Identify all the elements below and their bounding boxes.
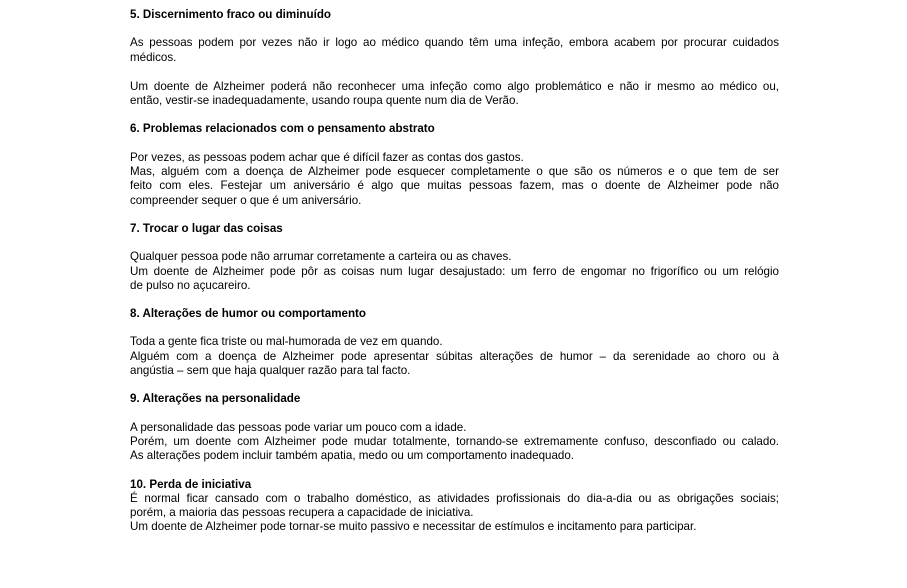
text-line: angústia – sem que haja qualquer razão para tal facto. — [130, 364, 411, 378]
paragraph — [130, 250, 779, 293]
text-line: É normal ficar cansado com o trabalho doméstico, as atividades profissionais do dia-a-dia ou as obrigações sociais; — [130, 491, 779, 505]
paragraph — [130, 492, 779, 535]
text-line: porém, a maioria das pessoas recupera a capacidade de iniciativa. — [130, 506, 474, 520]
paragraph — [130, 421, 779, 464]
text-line: de pulso no açucareiro. — [130, 278, 251, 292]
text-line: Toda a gente fica triste ou mal-humorada de vez em quando. — [130, 335, 443, 349]
text-line: Um doente de Alzheimer pode tornar-se muito passivo e necessitar de estímulos e incitamento para participar. — [130, 520, 697, 534]
section-5 — [130, 8, 779, 108]
section-8 — [130, 307, 779, 378]
paragraph — [130, 80, 779, 109]
paragraph — [130, 151, 779, 208]
text-line: então, vestir-se inadequadamente, usando roupa quente num dia de Verão. — [130, 94, 519, 108]
section-7 — [130, 222, 779, 293]
text-line: Mas, alguém com a doença de Alzheimer pode esquecer completamente o que são os números e o que tem de ser — [130, 165, 779, 179]
section-9 — [130, 392, 779, 463]
section-heading: 5. Discernimento fraco ou diminuído — [130, 8, 331, 21]
text-line: As alterações podem incluir também apatia, medo ou um comportamento inadequado. — [130, 449, 575, 463]
document-page — [130, 8, 779, 535]
text-line: Por vezes, as pessoas podem achar que é difícil fazer as contas dos gastos. — [130, 150, 524, 164]
paragraph — [130, 36, 779, 65]
text-line: Porém, um doente com Alzheimer pode mudar totalmente, tornando-se extremamente confuso, desconfiado ou calado. — [130, 434, 779, 448]
text-line: Alguém com a doença de Alzheimer pode apresentar súbitas alterações de humor – da serenidade ao choro ou à — [130, 349, 779, 363]
section-heading: 8. Alterações de humor ou comportamento — [130, 307, 366, 321]
text-line: Um doente de Alzheimer pode pôr as coisas num lugar desajustado: um ferro de engomar no frigorífico ou um relógio — [130, 264, 779, 278]
text-line: médicos. — [130, 50, 177, 64]
paragraph — [130, 335, 779, 378]
text-line: As pessoas podem por vezes não ir logo ao médico quando têm uma infeção, embora acabem por procurar cuidados — [130, 36, 779, 50]
section-heading: 7. Trocar o lugar das coisas — [130, 221, 283, 235]
section-heading: 10. Perda de iniciativa — [130, 477, 252, 491]
section-heading: 6. Problemas relacionados com o pensamento abstrato — [130, 122, 435, 136]
text-line: Qualquer pessoa pode não arrumar corretamente a carteira ou as chaves. — [130, 250, 512, 264]
section-10 — [130, 478, 779, 535]
text-line: feito com eles. Festejar um aniversário é algo que muitas pessoas fazem, mas o doente de Alzheimer pode não — [130, 179, 779, 193]
text-line: A personalidade das pessoas pode variar um pouco com a idade. — [130, 420, 467, 434]
text-line: compreender sequer o que é um aniversário. — [130, 193, 362, 207]
section-heading: 9. Alterações na personalidade — [130, 392, 301, 406]
section-6 — [130, 122, 779, 207]
text-line: Um doente de Alzheimer poderá não reconhecer uma infeção como algo problemático e não ir mesmo ao médico ou, — [130, 79, 779, 93]
